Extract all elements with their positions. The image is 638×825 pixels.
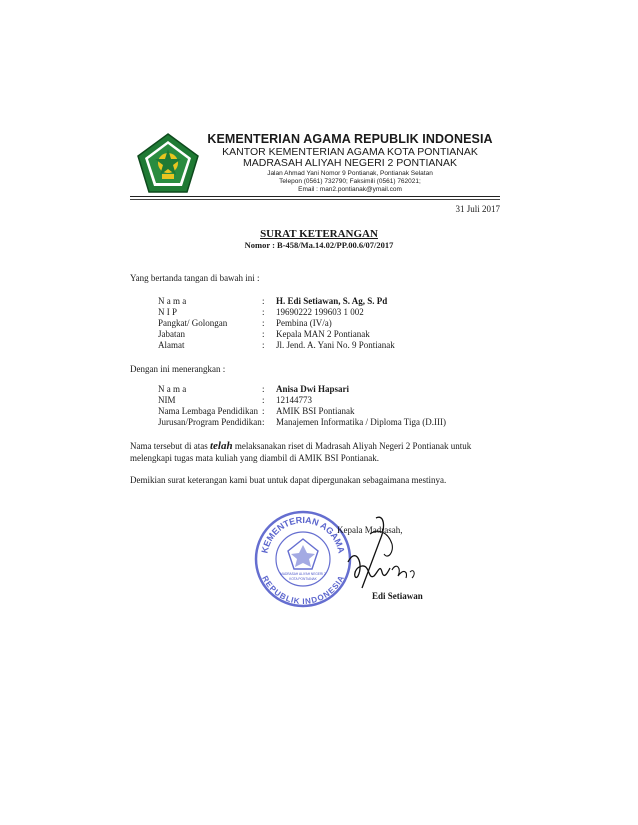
stamp-inner-text-1: MADRASAH ALIYAH NEGERI 2	[280, 572, 326, 576]
body-text-part1: Nama tersebut di atas	[130, 441, 210, 451]
field-label: Pangkat/ Golongan	[158, 318, 228, 328]
field-value: 19690222 199603 1 002	[276, 307, 364, 317]
field-label: Alamat	[158, 340, 185, 350]
letter-title: SURAT KETERANGAN	[260, 228, 378, 240]
body-paragraph	[130, 440, 510, 464]
letter-date: 31 Juli 2017	[455, 204, 500, 214]
field-label: N a m a	[158, 296, 187, 306]
field-value: H. Edi Setiawan, S. Ag, S. Pd	[276, 296, 388, 306]
letterhead-school: MADRASAH ALIYAH NEGERI 2 PONTIANAK	[243, 157, 457, 169]
explain-text: Dengan ini menerangkan :	[130, 364, 226, 374]
field-colon: :	[262, 340, 265, 350]
stamp-bottom-text: REPUBLIK INDONESIA	[260, 574, 346, 607]
letterhead-phone: Telepon (0561) 732790; Faksimili (0561) 762021;	[279, 178, 421, 185]
intro-text: Yang bertanda tangan di bawah ini :	[130, 273, 260, 283]
stamp-inner-text-2: KOTA PONTIANAK	[289, 577, 317, 581]
field-colon: :	[262, 417, 265, 427]
letterhead-rule	[130, 196, 500, 197]
closing-paragraph: Demikian surat keterangan kami buat untuk dapat dipergunakan sebagaimana mestinya.	[130, 475, 447, 485]
field-colon: :	[262, 307, 265, 317]
field-label: NIM	[158, 395, 176, 405]
field-value: Anisa Dwi Hapsari	[276, 384, 350, 394]
field-label: Jurusan/Program Pendidikan	[158, 417, 262, 427]
field-value: Manajemen Informatika / Diploma Tiga (D.III)	[276, 417, 446, 427]
body-emphasis: telah	[209, 440, 233, 452]
handwritten-signature	[318, 510, 428, 600]
field-colon: :	[262, 384, 265, 394]
field-label: N a m a	[158, 384, 187, 394]
field-value: Jl. Jend. A. Yani No. 9 Pontianak	[276, 340, 395, 350]
field-colon: :	[262, 318, 265, 328]
letterhead-address: Jalan Ahmad Yani Nomor 9 Pontianak, Pontianak Selatan	[267, 170, 433, 177]
letterhead-rule-thin	[130, 199, 500, 200]
body-text-part2: melaksanakan riset di Madrasah Aliyah Negeri 2 Pontianak untuk melengkapi tugas mata kuliah yang diambil di AMIK BSI Pontianak.	[130, 441, 472, 463]
field-label: Jabatan	[158, 329, 185, 339]
field-colon: :	[262, 395, 265, 405]
signature-name: Edi Setiawan	[372, 591, 423, 601]
signature-title: Kepala Madrasah,	[337, 525, 403, 535]
field-value: Kepala MAN 2 Pontianak	[276, 329, 370, 339]
letterhead-ministry: KEMENTERIAN AGAMA REPUBLIK INDONESIA	[207, 132, 493, 146]
letterhead-office: KANTOR KEMENTERIAN AGAMA KOTA PONTIANAK	[222, 146, 478, 158]
kemenag-logo	[136, 132, 200, 194]
letterhead-email: Email : man2.pontianak@ymail.com	[298, 186, 402, 193]
field-colon: :	[262, 329, 265, 339]
field-value: 12144773	[276, 395, 312, 405]
field-value: Pembina (IV/a)	[276, 318, 332, 328]
field-colon: :	[262, 406, 265, 416]
field-value: AMIK BSI Pontianak	[276, 406, 355, 416]
stamp-top-text: KEMENTERIAN AGAMA	[259, 514, 347, 555]
field-colon: :	[262, 296, 265, 306]
field-label: Nama Lembaga Pendidikan	[158, 406, 258, 416]
field-label: N I P	[158, 307, 178, 317]
letter-number: Nomor : B-458/Ma.14.02/PP.00.6/07/2017	[244, 240, 394, 250]
